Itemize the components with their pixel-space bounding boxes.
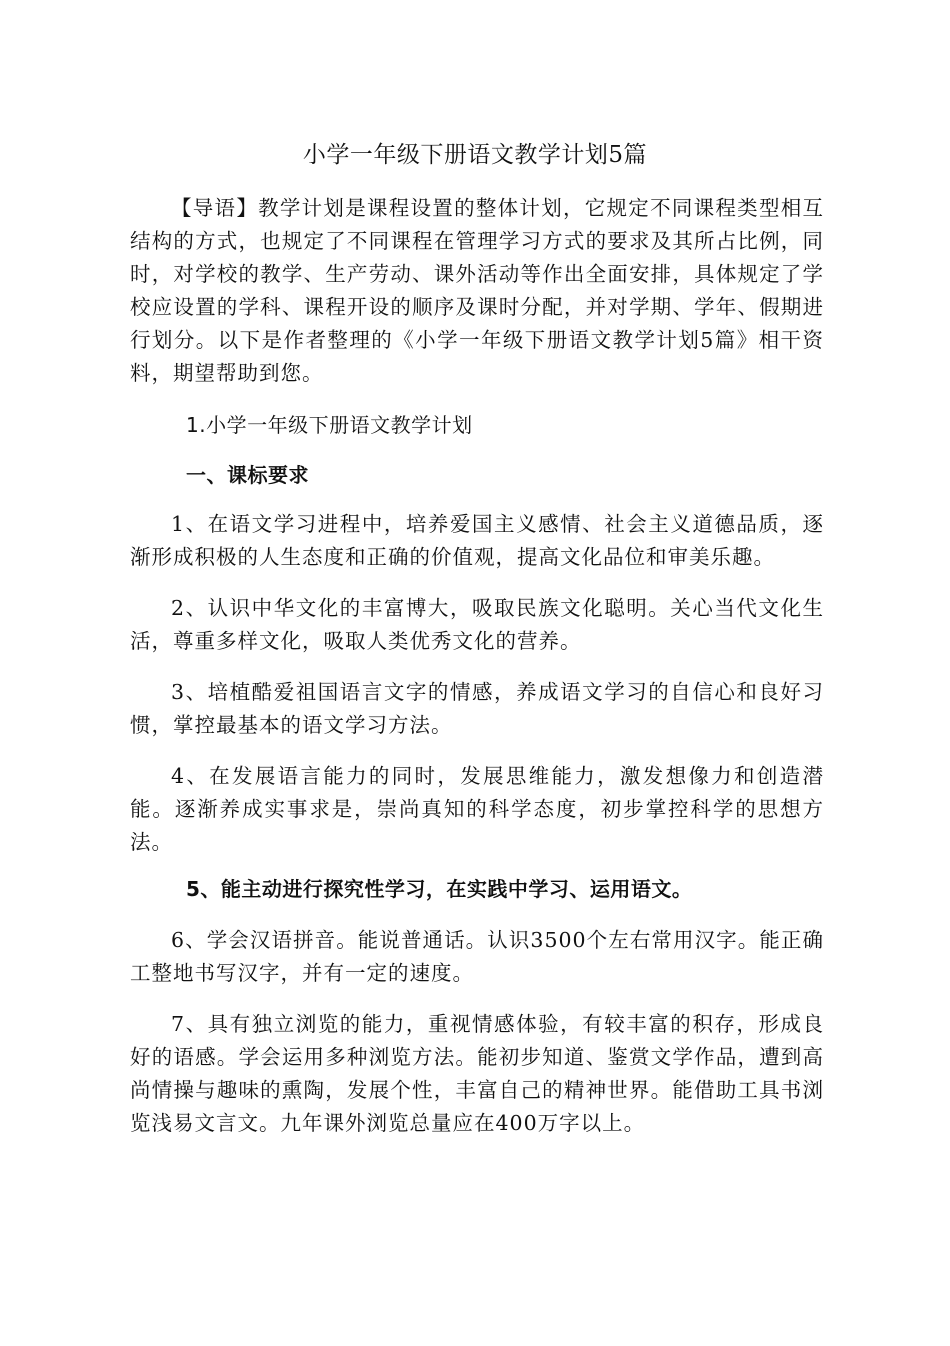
document-title: 小学一年级下册语文教学计划5篇 [302,142,648,168]
intro-paragraph: 【导语】教学计划是课程设置的整体计划，它规定不同课程类型相互结构的方式，也规定了不同课程在管理学习方式的要求及其所占比例，同时，对学校的教学、生产劳动、课外活动等作出全面安排，具体规定了学校应设置的学科、课程开设的顺序及课时分配，并对学期、学年、假期进行划分。以下是作者整理的《小学一年级下册语文教学计划5篇》相干资料，期望帮助到您。 [130,196,824,385]
requirement-item-4: 4、在发展语言能力的同时，发展思维能力，激发想像力和创造潜能。逐渐养成实事求是，崇尚真知的科学态度，初步掌控科学的思想方法。 [130,764,824,854]
subsection-title: 一、课标要求 [186,463,309,487]
requirement-item-2: 2、认识中华文化的丰富博大，吸取民族文化聪明。关心当代文化生活，尊重多样文化，吸取人类优秀文化的营养。 [130,596,824,653]
section-title: 1.小学一年级下册语文教学计划 [186,413,473,437]
requirement-item-6: 6、学会汉语拼音。能说普通话。认识3500个左右常用汉字。能正确工整地书写汉字，并有一定的速度。 [130,928,824,985]
requirement-item-3: 3、培植酷爱祖国语言文字的情感，养成语文学习的自信心和良好习惯，掌控最基本的语文学习方法。 [130,680,824,737]
requirement-item-5: 5、能主动进行探究性学习，在实践中学习、运用语文。 [186,877,693,901]
requirement-item-1: 1、在语文学习进程中，培养爱国主义感情、社会主义道德品质，逐渐形成积极的人生态度和正确的价值观，提高文化品位和审美乐趣。 [130,512,824,569]
requirement-item-7: 7、具有独立浏览的能力，重视情感体验，有较丰富的积存，形成良好的语感。学会运用多种浏览方法。能初步知道、鉴赏文学作品，遭到高尚情操与趣味的熏陶，发展个性，丰富自己的精神世界。能借助工具书浏览浅易文言文。九年课外浏览总量应在400万字以上。 [130,1012,824,1135]
